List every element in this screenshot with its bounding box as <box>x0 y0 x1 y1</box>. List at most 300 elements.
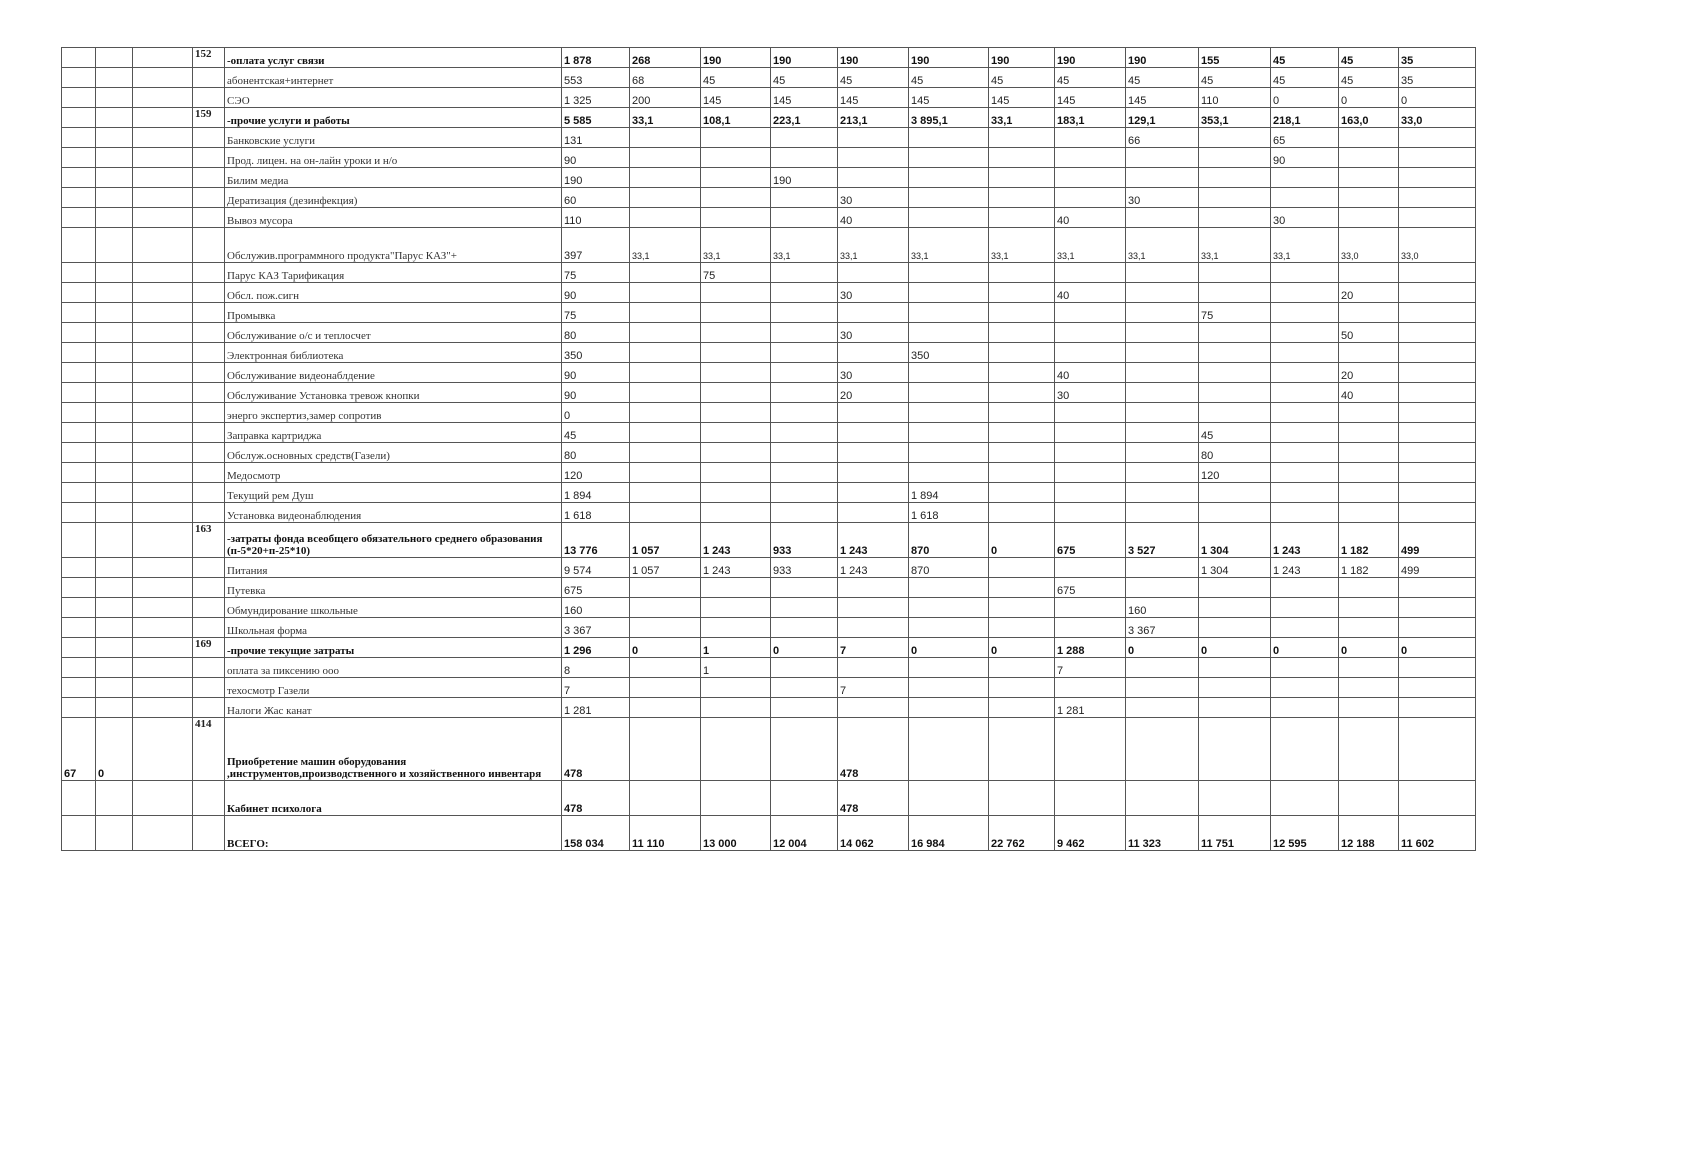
cell-value <box>1339 718 1399 781</box>
cell-value: 0 <box>1271 88 1339 108</box>
cell-value <box>989 383 1055 403</box>
cell-value: 145 <box>909 88 989 108</box>
cell-a <box>62 228 96 263</box>
cell-value <box>1055 443 1126 463</box>
cell-value: 108,1 <box>701 108 771 128</box>
cell-value: 0 <box>1271 638 1339 658</box>
cell-value: 7 <box>1055 658 1126 678</box>
cell-code <box>193 503 225 523</box>
cell-value <box>701 283 771 303</box>
cell-value <box>1399 188 1476 208</box>
cell-value: 40 <box>1339 383 1399 403</box>
cell-value <box>1126 678 1199 698</box>
cell-value <box>771 343 838 363</box>
cell-value <box>989 363 1055 383</box>
cell-value <box>1271 188 1339 208</box>
table-row <box>62 88 1476 108</box>
cell-value <box>989 658 1055 678</box>
table-row <box>62 443 1476 463</box>
cell-value: 223,1 <box>771 108 838 128</box>
cell-name: Текущий рем Душ <box>225 483 562 503</box>
cell-value: 1 281 <box>1055 698 1126 718</box>
cell-b <box>96 343 133 363</box>
cell-b <box>96 678 133 698</box>
cell-value <box>1199 263 1271 283</box>
cell-name: Промывка <box>225 303 562 323</box>
cell-value: 160 <box>562 598 630 618</box>
cell-value: 131 <box>562 128 630 148</box>
cell-value <box>701 188 771 208</box>
cell-value <box>701 128 771 148</box>
cell-c <box>133 383 193 403</box>
budget-table <box>61 47 1476 851</box>
cell-value <box>1055 718 1126 781</box>
cell-value: 16 984 <box>909 816 989 851</box>
cell-c <box>133 816 193 851</box>
table-row <box>62 558 1476 578</box>
cell-value <box>909 423 989 443</box>
cell-value: 1 243 <box>1271 523 1339 558</box>
cell-a <box>62 578 96 598</box>
cell-value <box>771 698 838 718</box>
cell-code <box>193 68 225 88</box>
cell-a <box>62 618 96 638</box>
cell-value <box>771 503 838 523</box>
cell-value <box>1055 188 1126 208</box>
cell-value <box>771 598 838 618</box>
cell-value <box>1126 423 1199 443</box>
cell-value <box>630 208 701 228</box>
cell-value <box>989 578 1055 598</box>
cell-a <box>62 483 96 503</box>
cell-value <box>771 128 838 148</box>
cell-value <box>1339 128 1399 148</box>
cell-value: 45 <box>838 68 909 88</box>
cell-value: 45 <box>1199 423 1271 443</box>
cell-value <box>838 618 909 638</box>
cell-c <box>133 188 193 208</box>
cell-value <box>1399 598 1476 618</box>
table-row <box>62 383 1476 403</box>
cell-value: 75 <box>562 263 630 283</box>
cell-code <box>193 443 225 463</box>
cell-value <box>1399 363 1476 383</box>
cell-value <box>1399 658 1476 678</box>
cell-value <box>909 168 989 188</box>
cell-value: 90 <box>562 283 630 303</box>
cell-value <box>1339 443 1399 463</box>
cell-value <box>989 168 1055 188</box>
cell-value <box>1126 483 1199 503</box>
cell-value <box>630 423 701 443</box>
cell-value: 0 <box>989 523 1055 558</box>
cell-value <box>1126 383 1199 403</box>
cell-code <box>193 383 225 403</box>
cell-value <box>1199 718 1271 781</box>
cell-value <box>1055 598 1126 618</box>
cell-b <box>96 323 133 343</box>
cell-a <box>62 148 96 168</box>
cell-code <box>193 658 225 678</box>
cell-value <box>1271 678 1339 698</box>
cell-value: 0 <box>771 638 838 658</box>
cell-value: 45 <box>909 68 989 88</box>
cell-code <box>193 88 225 108</box>
cell-c <box>133 148 193 168</box>
cell-value <box>1339 188 1399 208</box>
cell-value <box>1271 263 1339 283</box>
cell-b <box>96 423 133 443</box>
cell-value: 200 <box>630 88 701 108</box>
cell-value: 45 <box>1339 48 1399 68</box>
cell-value: 1 894 <box>909 483 989 503</box>
cell-a <box>62 188 96 208</box>
cell-a <box>62 423 96 443</box>
cell-value <box>1271 618 1339 638</box>
cell-value <box>838 578 909 598</box>
cell-value: 50 <box>1339 323 1399 343</box>
cell-code <box>193 558 225 578</box>
cell-code: 159 <box>193 108 225 128</box>
cell-value: 90 <box>1271 148 1339 168</box>
cell-value <box>1126 718 1199 781</box>
cell-value: 190 <box>562 168 630 188</box>
cell-value <box>838 303 909 323</box>
cell-c <box>133 228 193 263</box>
cell-value <box>1126 148 1199 168</box>
cell-value <box>1399 303 1476 323</box>
cell-value <box>771 208 838 228</box>
cell-value <box>838 423 909 443</box>
cell-value: 30 <box>838 363 909 383</box>
cell-value <box>630 363 701 383</box>
cell-value: 675 <box>562 578 630 598</box>
cell-value <box>1271 598 1339 618</box>
cell-value: 675 <box>1055 523 1126 558</box>
cell-value <box>909 188 989 208</box>
cell-value <box>1339 678 1399 698</box>
cell-value <box>771 658 838 678</box>
cell-value <box>1271 658 1339 678</box>
cell-b <box>96 483 133 503</box>
cell-value <box>838 698 909 718</box>
cell-value: 13 000 <box>701 816 771 851</box>
cell-value: 7 <box>838 638 909 658</box>
cell-value <box>838 503 909 523</box>
cell-name: -прочие текущие затраты <box>225 638 562 658</box>
cell-value <box>1399 698 1476 718</box>
cell-value <box>701 503 771 523</box>
cell-value: 1 325 <box>562 88 630 108</box>
cell-code: 163 <box>193 523 225 558</box>
cell-value: 1 243 <box>1271 558 1339 578</box>
cell-value <box>1399 168 1476 188</box>
cell-value <box>771 483 838 503</box>
table-row <box>62 503 1476 523</box>
cell-value: 933 <box>771 523 838 558</box>
cell-c <box>133 523 193 558</box>
cell-value: 45 <box>1271 68 1339 88</box>
cell-name: Банковские услуги <box>225 128 562 148</box>
cell-b <box>96 208 133 228</box>
cell-value: 33,1 <box>1271 228 1339 263</box>
cell-value <box>1055 263 1126 283</box>
cell-value <box>1126 463 1199 483</box>
table-row <box>62 208 1476 228</box>
cell-b <box>96 363 133 383</box>
cell-value <box>909 598 989 618</box>
cell-value: 1 878 <box>562 48 630 68</box>
cell-value <box>909 618 989 638</box>
cell-a <box>62 678 96 698</box>
cell-value <box>1055 303 1126 323</box>
cell-value: 9 574 <box>562 558 630 578</box>
cell-value: 870 <box>909 523 989 558</box>
cell-value <box>771 303 838 323</box>
cell-value <box>630 658 701 678</box>
cell-value: 90 <box>562 148 630 168</box>
cell-c <box>133 363 193 383</box>
cell-value <box>1126 323 1199 343</box>
cell-a <box>62 781 96 816</box>
cell-value: 160 <box>1126 598 1199 618</box>
cell-value <box>1055 168 1126 188</box>
cell-value <box>1339 698 1399 718</box>
cell-b <box>96 303 133 323</box>
cell-value: 33,1 <box>909 228 989 263</box>
cell-value: 40 <box>838 208 909 228</box>
cell-value <box>1339 618 1399 638</box>
cell-code <box>193 208 225 228</box>
cell-value <box>838 443 909 463</box>
cell-value: 75 <box>1199 303 1271 323</box>
cell-value <box>1399 403 1476 423</box>
cell-value <box>1399 483 1476 503</box>
table-row <box>62 168 1476 188</box>
cell-value: 1 057 <box>630 558 701 578</box>
cell-code <box>193 463 225 483</box>
cell-value <box>630 578 701 598</box>
table-row <box>62 343 1476 363</box>
cell-value <box>771 323 838 343</box>
cell-value <box>838 403 909 423</box>
cell-b <box>96 816 133 851</box>
cell-value <box>1271 423 1339 443</box>
cell-value <box>771 678 838 698</box>
cell-value: 33,0 <box>1339 228 1399 263</box>
table-row <box>62 658 1476 678</box>
cell-value <box>630 698 701 718</box>
cell-value <box>1126 303 1199 323</box>
table-row <box>62 423 1476 443</box>
cell-value <box>1055 423 1126 443</box>
table-row <box>62 698 1476 718</box>
cell-c <box>133 463 193 483</box>
cell-code <box>193 283 225 303</box>
cell-value <box>1271 781 1339 816</box>
cell-name: -затраты фонда всеобщего обязательного среднего образования (п-5*20+п-25*10) <box>225 523 562 558</box>
cell-name: Школьная форма <box>225 618 562 638</box>
cell-value: 11 751 <box>1199 816 1271 851</box>
cell-value: 90 <box>562 363 630 383</box>
cell-value: 30 <box>1055 383 1126 403</box>
cell-name: Установка видеонаблюдения <box>225 503 562 523</box>
cell-value <box>630 343 701 363</box>
cell-value <box>1271 698 1339 718</box>
cell-value <box>1055 618 1126 638</box>
cell-value: 33,1 <box>1055 228 1126 263</box>
cell-value <box>1399 383 1476 403</box>
cell-value: 110 <box>1199 88 1271 108</box>
cell-value <box>771 403 838 423</box>
cell-value <box>771 283 838 303</box>
cell-c <box>133 128 193 148</box>
cell-code: 169 <box>193 638 225 658</box>
cell-a <box>62 263 96 283</box>
cell-value <box>1055 483 1126 503</box>
cell-c <box>133 698 193 718</box>
cell-value <box>1399 323 1476 343</box>
cell-value <box>1271 168 1339 188</box>
cell-value: 0 <box>909 638 989 658</box>
cell-code <box>193 128 225 148</box>
table-row <box>62 578 1476 598</box>
cell-value: 158 034 <box>562 816 630 851</box>
cell-value: 1 304 <box>1199 523 1271 558</box>
cell-value: 33,1 <box>1199 228 1271 263</box>
cell-a <box>62 523 96 558</box>
cell-c <box>133 658 193 678</box>
cell-value <box>989 188 1055 208</box>
cell-value <box>1199 483 1271 503</box>
cell-value: 3 895,1 <box>909 108 989 128</box>
cell-value: 1 618 <box>562 503 630 523</box>
cell-value: 478 <box>562 781 630 816</box>
cell-value <box>1126 208 1199 228</box>
cell-value: 1 182 <box>1339 523 1399 558</box>
cell-value: 33,1 <box>701 228 771 263</box>
cell-value <box>1339 263 1399 283</box>
cell-value <box>1199 148 1271 168</box>
cell-value: 110 <box>562 208 630 228</box>
cell-value <box>1199 323 1271 343</box>
cell-value: 13 776 <box>562 523 630 558</box>
cell-value <box>1339 658 1399 678</box>
cell-value <box>630 188 701 208</box>
cell-name: Вывоз мусора <box>225 208 562 228</box>
table-row <box>62 188 1476 208</box>
cell-value: 68 <box>630 68 701 88</box>
cell-value <box>771 578 838 598</box>
cell-b <box>96 781 133 816</box>
cell-b <box>96 443 133 463</box>
cell-code <box>193 148 225 168</box>
cell-c <box>133 403 193 423</box>
cell-value: 0 <box>1339 638 1399 658</box>
cell-value <box>701 343 771 363</box>
cell-value <box>1199 658 1271 678</box>
cell-value: 350 <box>562 343 630 363</box>
cell-value: 145 <box>701 88 771 108</box>
cell-value <box>1199 698 1271 718</box>
table-row <box>62 303 1476 323</box>
cell-value <box>1399 578 1476 598</box>
cell-name: техосмотр Газели <box>225 678 562 698</box>
cell-value <box>1271 283 1339 303</box>
cell-value <box>1126 658 1199 678</box>
cell-value: 20 <box>1339 363 1399 383</box>
cell-name: оплата за пиксению ооо <box>225 658 562 678</box>
cell-value: 353,1 <box>1199 108 1271 128</box>
cell-code <box>193 323 225 343</box>
cell-b <box>96 148 133 168</box>
cell-value: 22 762 <box>989 816 1055 851</box>
cell-value: 675 <box>1055 578 1126 598</box>
cell-value: 80 <box>562 323 630 343</box>
cell-value <box>909 383 989 403</box>
cell-a <box>62 558 96 578</box>
cell-b <box>96 383 133 403</box>
cell-value <box>838 598 909 618</box>
cell-value: 155 <box>1199 48 1271 68</box>
cell-value <box>989 423 1055 443</box>
cell-value: 33,1 <box>630 228 701 263</box>
cell-value <box>771 363 838 383</box>
cell-value: 0 <box>1199 638 1271 658</box>
cell-value <box>1126 363 1199 383</box>
cell-value <box>838 343 909 363</box>
cell-value <box>630 483 701 503</box>
cell-a <box>62 168 96 188</box>
cell-value: 218,1 <box>1271 108 1339 128</box>
cell-name: Обслуживание Установка тревож кнопки <box>225 383 562 403</box>
cell-value: 1 243 <box>701 558 771 578</box>
cell-value <box>989 303 1055 323</box>
cell-value <box>630 598 701 618</box>
cell-value: 478 <box>838 718 909 781</box>
table-row <box>62 463 1476 483</box>
cell-name: Обслуживание о/с и теплосчет <box>225 323 562 343</box>
cell-value <box>1199 283 1271 303</box>
cell-value <box>1271 443 1339 463</box>
cell-value: 120 <box>562 463 630 483</box>
cell-name: Билим медиа <box>225 168 562 188</box>
cell-b <box>96 403 133 423</box>
table-row <box>62 228 1476 263</box>
cell-value: 190 <box>909 48 989 68</box>
cell-value: 30 <box>838 188 909 208</box>
cell-value <box>1199 208 1271 228</box>
cell-code <box>193 598 225 618</box>
cell-value: 45 <box>1271 48 1339 68</box>
cell-value: 45 <box>989 68 1055 88</box>
cell-value: 0 <box>1399 638 1476 658</box>
cell-c <box>133 638 193 658</box>
cell-value: 75 <box>701 263 771 283</box>
cell-value <box>1055 323 1126 343</box>
cell-value <box>1399 618 1476 638</box>
cell-code <box>193 188 225 208</box>
cell-value <box>1339 148 1399 168</box>
cell-c <box>133 208 193 228</box>
cell-b <box>96 578 133 598</box>
cell-c <box>133 48 193 68</box>
cell-name: Обслуж.основных средств(Газели) <box>225 443 562 463</box>
cell-value: 499 <box>1399 523 1476 558</box>
cell-value <box>1339 303 1399 323</box>
cell-code <box>193 423 225 443</box>
cell-value <box>838 483 909 503</box>
